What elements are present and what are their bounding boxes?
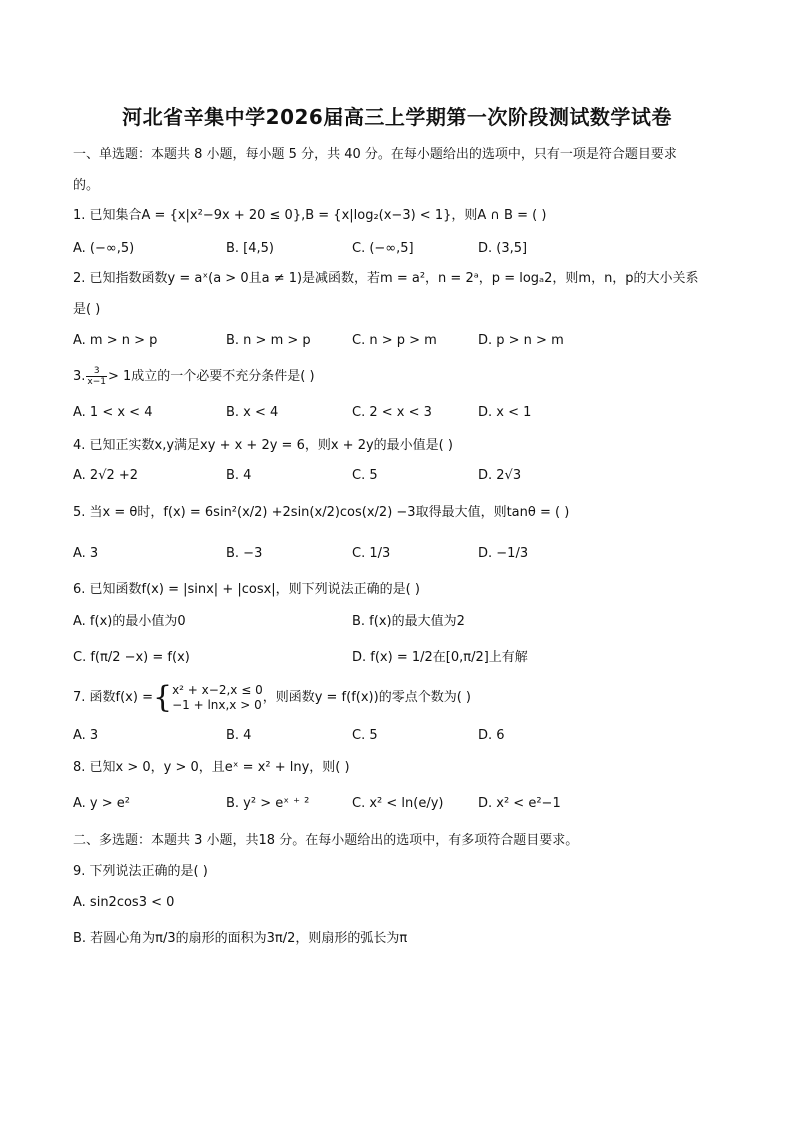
q7-option-a: A. 3: [73, 728, 99, 743]
q7-left-brace: {: [152, 679, 173, 715]
q2-option-b: B. n > m > p: [226, 333, 311, 348]
q5-option-c: C. 1/3: [352, 546, 391, 561]
q4-option-b: B. 4: [226, 468, 252, 483]
q9-stem: 9. 下列说法正确的是( ): [73, 864, 208, 879]
q3-stem: [73, 366, 315, 387]
q1-stem: 1. 已知集合A = {x|x²−9x + 20 ≤ 0},B = {x|log₂(x−3) < 1}，则A ∩ B = ( ): [73, 208, 547, 223]
q3-stem-rest: > 1成立的一个必要不充分条件是( ): [108, 369, 315, 384]
q1-option-b: B. [4,5): [226, 241, 275, 256]
q9-option-b: B. 若圆心角为π/3的扇形的面积为3π/2，则扇形的弧长为π: [73, 931, 408, 946]
q2-stem-line1: 2. 已知指数函数y = aˣ(a > 0且a ≠ 1)是减函数，若m = a²，n = 2ᵃ，p = logₐ2，则m，n，p的大小关系: [73, 271, 699, 286]
q6-stem: 6. 已知函数f(x) = |sinx| + |cosx|，则下列说法正确的是( ): [73, 582, 420, 597]
q5-option-a: A. 3: [73, 546, 99, 561]
q1-option-d: D. (3,5]: [478, 241, 528, 256]
q1-option-c: C. (−∞,5]: [352, 241, 414, 256]
q8-option-a: A. y > e²: [73, 796, 130, 811]
q4-option-a: A. 2√2 +2: [73, 468, 139, 483]
section2-heading: 二、多选题：本题共 3 小题，共18 分。在每小题给出的选项中，有多项符合题目要求。: [73, 833, 579, 848]
q3-option-c: C. 2 < x < 3: [352, 405, 432, 420]
q6-option-d: D. f(x) = 1/2在[0,π/2]上有解: [352, 650, 528, 665]
q5-option-d: D. −1/3: [478, 546, 529, 561]
q3-option-b: B. x < 4: [226, 405, 279, 420]
q7-option-d: D. 6: [478, 728, 505, 743]
exam-title: 河北省辛集中学2026届高三上学期第一次阶段测试数学试卷: [122, 105, 672, 129]
q6-option-a: A. f(x)的最小值为0: [73, 614, 186, 629]
q8-option-b: B. y² > eˣ ⁺ ²: [226, 796, 310, 811]
q5-option-b: B. −3: [226, 546, 263, 561]
q1-option-a: A. (−∞,5): [73, 241, 135, 256]
q3-number: 3.: [73, 369, 86, 384]
q7-cases: [172, 683, 263, 713]
q2-option-a: A. m > n > p: [73, 333, 158, 348]
q9-option-a: A. sin2cos3 < 0: [73, 895, 175, 910]
q7-option-c: C. 5: [352, 728, 378, 743]
q6-option-c: C. f(π/2 −x) = f(x): [73, 650, 190, 665]
q6-option-b: B. f(x)的最大值为2: [352, 614, 465, 629]
q7-case-2: −1 + lnx,x > 0: [172, 697, 262, 712]
q3-option-d: D. x < 1: [478, 405, 532, 420]
q8-option-d: D. x² < e²−1: [478, 796, 561, 811]
q3-fraction-numerator: 3: [86, 366, 107, 377]
q2-stem-line2: 是( ): [73, 302, 101, 317]
q3-fraction-denominator: x−1: [87, 377, 106, 387]
q8-option-c: C. x² < ln(e/y): [352, 796, 444, 811]
q7-option-b: B. 4: [226, 728, 252, 743]
q4-stem: 4. 已知正实数x,y满足xy + x + 2y = 6，则x + 2y的最小值是( ): [73, 438, 453, 453]
q7-suffix: ，则函数y = f(f(x))的零点个数为( ): [262, 690, 471, 705]
q3-fraction: [86, 366, 107, 387]
q4-option-d: D. 2√3: [478, 468, 522, 483]
q5-stem: 5. 当x = θ时，f(x) = 6sin²(x/2) +2sin(x/2)cos(x/2) −3取得最大值，则tanθ = ( ): [73, 505, 570, 520]
q8-stem: 8. 已知x > 0，y > 0，且eˣ = x² + lny，则( ): [73, 760, 350, 775]
q7-stem: [73, 681, 471, 715]
q4-option-c: C. 5: [352, 468, 378, 483]
section1-heading-line1: 一、单选题：本题共 8 小题，每小题 5 分，共 40 分。在每小题给出的选项中，只有一项是符合题目要求: [73, 147, 677, 162]
q2-option-d: D. p > n > m: [478, 333, 564, 348]
q7-case-1: x² + x−2,x ≤ 0: [172, 682, 263, 697]
section1-heading-line2: 的。: [73, 178, 100, 193]
q3-option-a: A. 1 < x < 4: [73, 405, 153, 420]
q2-option-c: C. n > p > m: [352, 333, 437, 348]
q7-prefix: 7. 函数f(x) =: [73, 690, 153, 705]
